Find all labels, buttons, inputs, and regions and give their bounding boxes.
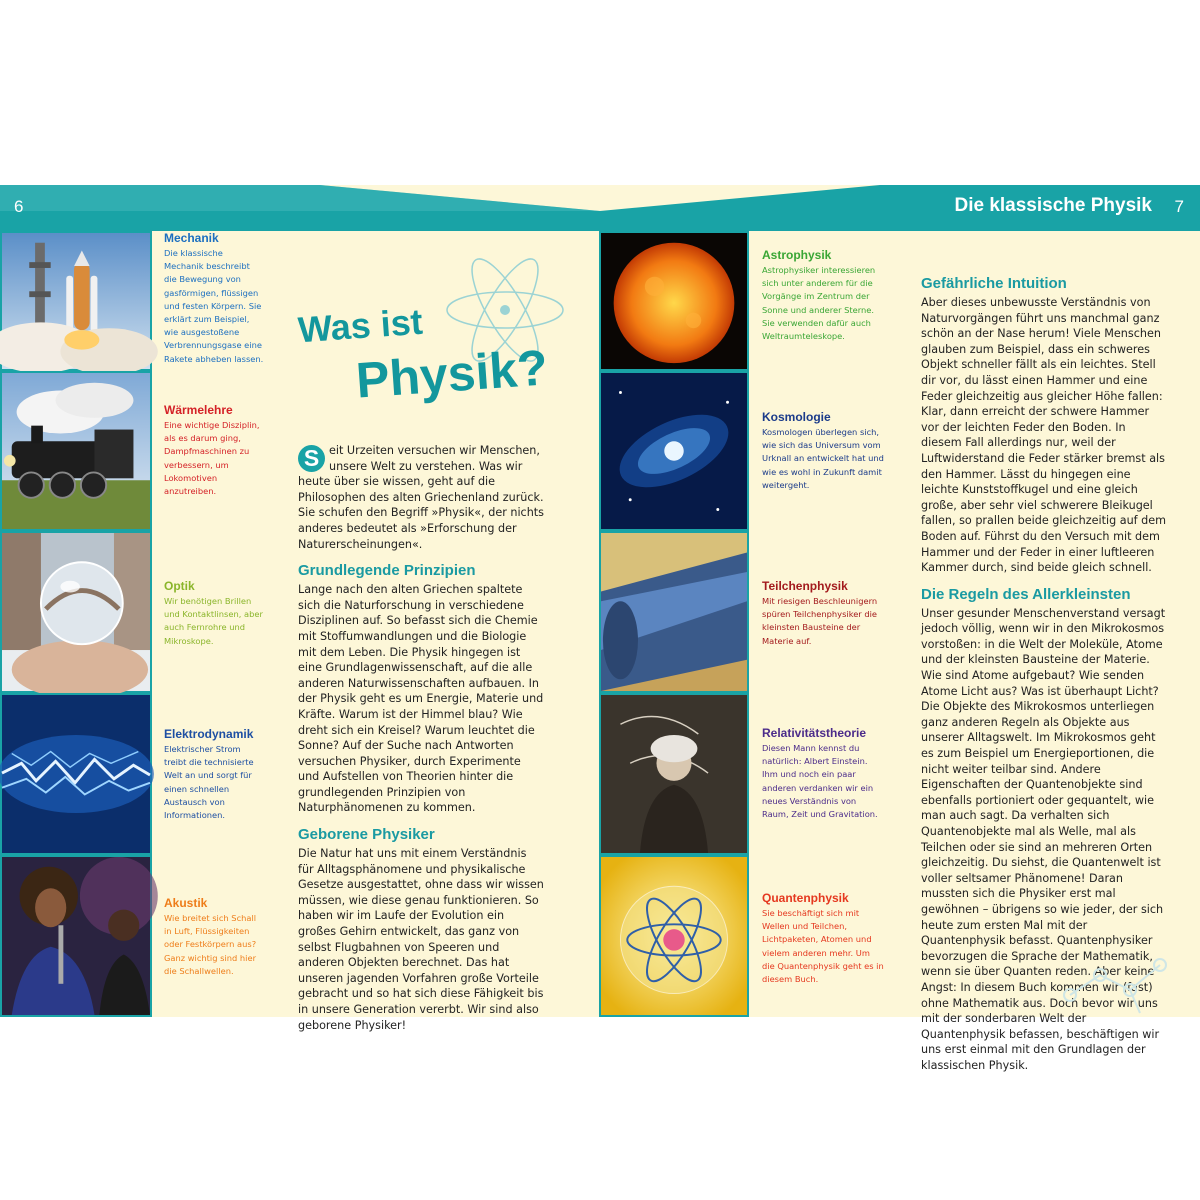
topic-text: Kosmologen überlegen sich, wie sich das Universum vom Urknall an entwickelt hat und wie es wohl in Zukunft damit weitergeht. (762, 427, 884, 490)
left-page-number: 6 (14, 197, 24, 216)
heading-grundlegende-prinzipien: Grundlegende Prinzipien (298, 562, 476, 580)
topic-text: Sie beschäftigt sich mit Wellen und Teilchen, Lichtpaketen, Atomen und vielem anderen mehr. Um die Quantenphysik geht es in diesem Buch. (762, 908, 884, 985)
right-page-number: 7 (1174, 197, 1184, 216)
einstein-photo (599, 693, 749, 855)
topic-text: Eine wichtige Disziplin, als es darum ging, Dampfmaschinen zu verbessern, um Lokomotiven anzutreiben. (164, 420, 260, 497)
rocket-launch-photo (0, 231, 152, 371)
heading-regeln-des-allerkleinsten: Die Regeln des Allerkleinsten (921, 585, 1131, 603)
topic-teilchenphysik (762, 579, 884, 648)
paragraph: Aber dieses unbewusste Verständnis von Naturvorgängen führt uns manchmal ganz schön an der Nase herum! Viele Menschen glauben zum Beispiel, dass ein schweres Objekt schneller fällt als ein leichtes. Stell dir vor, du lässt einen Hammer und eine Feder gleichzeitig aus gleicher Höhe fallen: Klar, dann erreicht der schwere Hammer vor der leichten Feder den Boden. In diesem Fall allerdings nur, weil der Luftwiderstand die Feder stärker bremst als den Hammer. Lässt du hingegen eine leichte Kunststoffkugel und eine gleich große, aber sehr viel schwerere Bleikugel fallen, so prallen beide gleichzeitig auf dem Boden auf. Führst du den Versuch mit dem Hammer und der Feder in einer luftleeren Kammer durch, sind beide gleich schnell. (921, 296, 1167, 575)
section-title: Die klassische Physik (954, 195, 1152, 216)
topic-title: Akustik (164, 896, 208, 910)
paragraph: Lange nach den alten Griechen spaltete sich die Naturforschung in verschiedene Disziplinen auf. So befasst sich die Chemie mit Stoffumwandlungen und die Biologie mit dem Leben. Die Physik hingegen ist eine Grundlagenwissenschaft, auf die alle anderen Naturwissenschaften aufbauen. In der Physik geht es um Energie, Materie und Kräfte. Warum ist der Himmel blau? Wie dreht sich ein Kreisel? Warum leuchtet die Sonne? Auf der Suche nach Antworten versuchen Physiker, durch Experimente und Aufstellen von Theorien hinter die grundlegenden Prinzipien von Naturphänomenen zu kommen. (298, 583, 544, 815)
topic-title: Quantenphysik (762, 891, 849, 905)
topic-mechanik (164, 231, 264, 366)
heading-gefaehrliche-intuition: Gefährliche Intuition (921, 275, 1067, 292)
title-line-2: Physik? (354, 339, 550, 409)
heading-geborene-physiker: Geborene Physiker (298, 826, 435, 844)
paragraph: Unser gesunder Menschenverstand versagt jedoch völlig, wenn wir in den Mikrokosmos vorstoßen: in die Welt der Moleküle, Atome und der kleinsten Bausteine der Materie. Wie sind Atome aufgebaut? Wie senden Atome Licht aus? Was ist überhaupt Licht? Die Objekte des Mikrokosmos unterliegen ganz anderen Regeln als Objekte aus unserer Alltagswelt. Im Mikrokosmos geht es zum Beispiel um Energieportionen, die nicht weiter teilbar sind. Andere Eigenschaften der Quantenobjekte sind ebenfalls portioniert oder gequantelt, wie man auch sagt. Da verhalten sich Quantenobjekte mal als Welle, mal als Teilchen oder sie sind an mehreren Orten gleichzeitig. Du siehst, die Quantenwelt ist voller seltsamer Phänomene! Daran mussten sich die Physiker erst mal gewöhnen – übrigens so wie jeder, der sich heute zum ersten Mal mit der Quantenphysik befasst. Quantenphysiker bevorzugen die Sprache der Mathematik, wenn sie über Quanten reden. Aber keine Angst: In diesem Buch kommen wir (fast) ohne Mathematik aus. Doch bevor wir uns mit der sonderbaren Welt der Quantenphysik befassen, beschäftigen wir uns erst einmal mit den Grundlagen der klassischen Physik. (921, 606, 1166, 1072)
sun-photo (599, 231, 749, 371)
topic-relativitaetstheorie (762, 726, 884, 821)
atom-illustration (599, 855, 749, 1017)
topic-text: Wie breitet sich Schall in Luft, Flüssigkeiten oder Festkörpern aus? Ganz wichtig sind hier die Schallwellen. (164, 913, 257, 976)
topic-optik (164, 579, 264, 648)
steam-locomotive-photo (0, 371, 152, 531)
topic-quantenphysik (762, 891, 884, 986)
electric-arc-photo (0, 693, 152, 855)
dropcap: S (298, 445, 325, 472)
topic-text: Die klassische Mechanik beschreibt die Bewegung von gasförmigen, flüssigen und festen Körpern. Sie erklärt zum Beispiel, wie ausgestoßene Verbrennungsgase eine Rakete abheben lassen. (164, 248, 264, 364)
topic-title: Optik (164, 579, 195, 593)
book-spread (0, 185, 1200, 1072)
topic-title: Astrophysik (762, 248, 832, 262)
intro-paragraph: S eit Urzeiten versuchen wir Menschen, unsere Welt zu verstehen. Was wir heute über sie wissen, geht auf die Philosophen des alten Griechenland zurück. Sie schufen den Begriff »Physik«, der nichts anderes bedeutet als »Erforschung der Naturerscheinungen«. (298, 444, 545, 551)
singer-photo (0, 855, 152, 1017)
galaxy-photo (599, 371, 749, 531)
topic-text: Diesen Mann kennst du natürlich: Albert Einstein. Ihm und noch ein paar anderen verdanken wir ein neues Verständnis von Raum, Zeit und Gravitation. (762, 743, 878, 820)
topic-text: Astrophysiker interessieren sich unter anderem für die Vorgänge im Zentrum der Sonne und anderer Sterne. Sie verwenden dafür auch Weltraumteleskope. (762, 265, 876, 342)
topic-title: Relativitätstheorie (762, 726, 867, 740)
topic-text: Wir benötigen Brillen und Kontaktlinsen, aber auch Fernrohre und Mikroskope. (164, 596, 263, 646)
paragraph: Die Natur hat uns mit einem Verständnis für Alltagsphänomene und physikalische Gesetze ausgestattet, ohne dass wir wissen müssen, wie diese genau funktionieren. So haben wir im Laufe der Evolution ein großes Gehirn entwickelt, das ganz von selbst Flugbahnen von Speeren und anderen Objekten berechnet. Das hat unseren jagenden Vorfahren große Vorteile gebracht und so hat sich diese Fähigkeit bis in unsere Generation vererbt. Wir sind also geborene Physiker! (298, 847, 544, 1032)
topic-akustik (164, 896, 264, 978)
topic-text: Elektrischer Strom treibt die technisierte Welt an und sorgt für einen schnellen Austausch von Informationen. (164, 744, 254, 821)
particle-accelerator-photo (599, 531, 749, 693)
topic-title: Teilchenphysik (762, 579, 848, 593)
main-column (298, 443, 544, 1033)
molecule-icon (1060, 945, 1180, 1015)
topic-text: Mit riesigen Beschleunigern spüren Teilchenphysiker die kleinsten Bausteine der Materie auf. (762, 596, 878, 646)
title-line-1: Was ist (296, 300, 424, 351)
topic-kosmologie (762, 410, 884, 492)
topic-waermelehre (164, 403, 264, 498)
topic-title: Wärmelehre (164, 403, 233, 417)
topic-title: Kosmologie (762, 410, 831, 424)
topic-title: Mechanik (164, 231, 219, 245)
topic-elektrodynamik (164, 727, 264, 822)
glass-ball-hand-photo (0, 531, 152, 693)
topic-title: Elektrodynamik (164, 727, 254, 741)
topic-astrophysik (762, 248, 884, 343)
